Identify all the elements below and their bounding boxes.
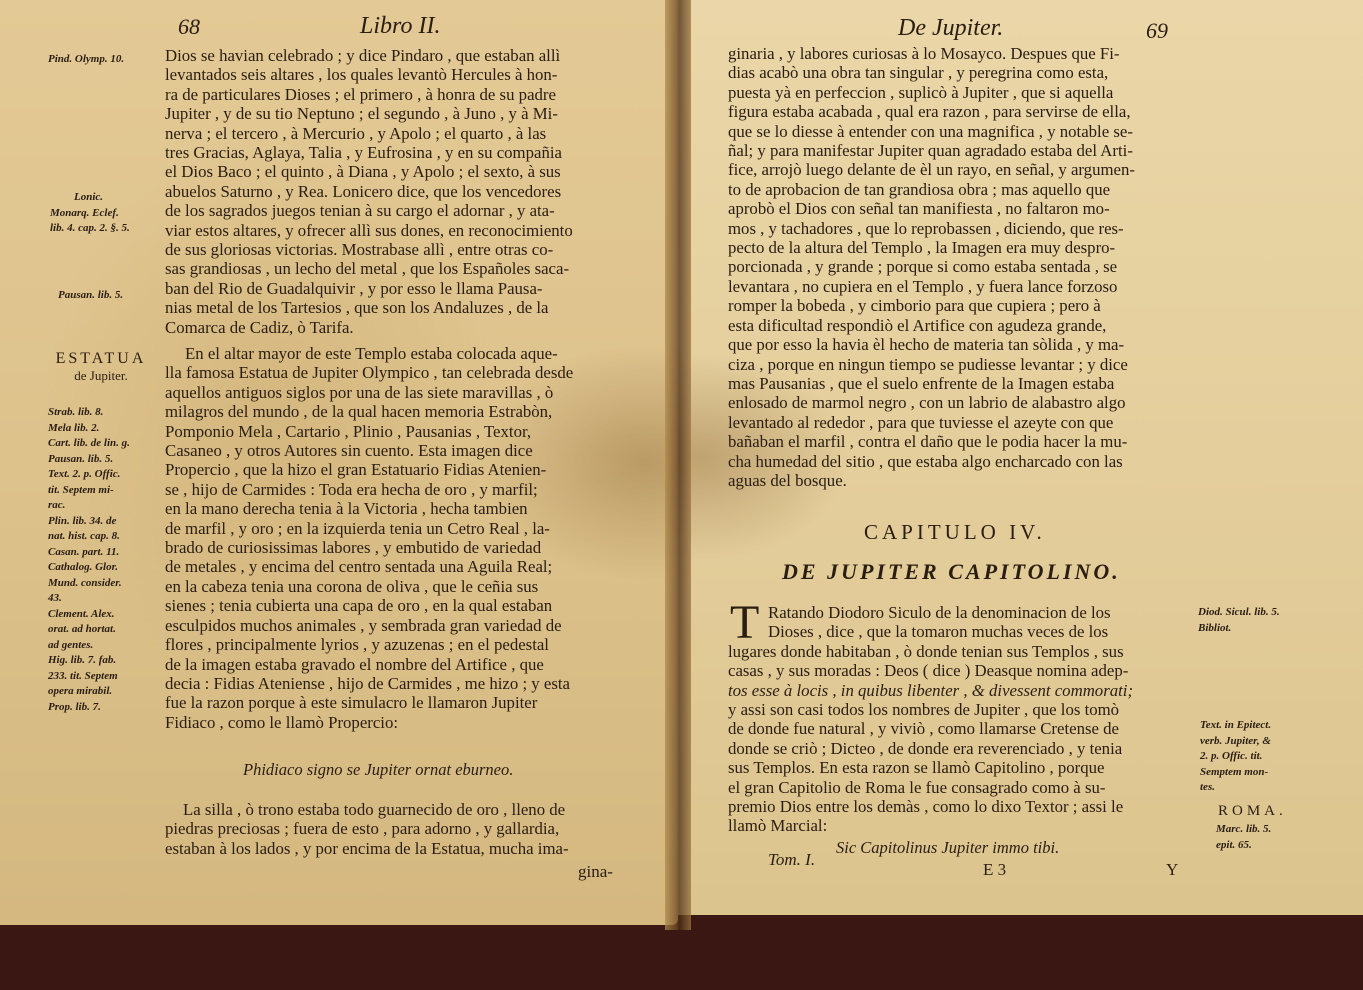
text-line: se , hijo de Carmides : Toda era hecha de oro , y marfil; — [165, 479, 538, 499]
margin-line: ad gentes. — [48, 638, 94, 651]
text-line: en la mano derecha tenia à la Victoria , hecha tambien — [165, 499, 528, 519]
text-line: que se lo diesse à entender con una magnifica , y notable se- — [728, 121, 1133, 141]
margin-line: tit. Septem mi- — [48, 483, 114, 496]
text-line: Dios se havian celebrado ; y dice Pindaro , que estaban allì — [165, 46, 561, 65]
text-line: ban del Rio de Guadalquivir , y por esso le llama Pausa- — [165, 278, 543, 298]
text-line: tos esse à locis , in quibus libenter , & divessent commorati; — [728, 680, 1134, 700]
text-line: estaban à los lados , y por encima de la Estatua, mucha ima- — [165, 838, 569, 858]
text-line: piedras preciosas ; fuera de esto , para adorno , y gallardia, — [165, 819, 560, 839]
left-running-head: Libro II. — [360, 13, 441, 39]
text-line: Pomponio Mela , Cartario , Plinio , Pausanias , Textor, — [165, 421, 532, 441]
margin-line: Marc. lib. 5. — [1216, 823, 1272, 835]
text-line: mos , y tachadores , que lo reprobassen , diciendo, que res- — [728, 218, 1124, 238]
text-line: Fidiaco , como le llamò Propercio: — [165, 712, 399, 732]
text-line: ra de particulares Dioses ; el primero , à honra de su padre — [165, 84, 556, 104]
drop-cap: T — [730, 596, 760, 649]
text-line: en la cabeza tenia una corona de oliva , que le ceñia sus — [165, 576, 539, 596]
text-line: aguas del bosque. — [728, 470, 847, 490]
text-line: figura estaba acabada , qual era razon , para servirse de ella, — [728, 102, 1131, 122]
text-line: lla famosa Estatua de Jupiter Olympico , tan celebrada desde — [165, 363, 574, 383]
left-main-text-b — [165, 344, 630, 732]
text-line: Propercio , que la hizo el gran Estatuario Fidias Atenien- — [165, 460, 547, 480]
text-line: brado de curiosissimas labores , y embutido de variedad — [165, 538, 542, 558]
text-line: milagros del mundo , de la qual hacen memoria Estrabòn, — [165, 402, 553, 422]
margin-line: 43. — [48, 592, 62, 604]
margin-line: Lonic. — [74, 191, 104, 203]
text-line: casas , y sus moradas : Deos ( dice ) Deasque nomina adep- — [728, 661, 1129, 681]
margin-heading-estatua — [46, 350, 156, 384]
text-line: enlosado de marmol negro , con un labrio de alabastro algo — [728, 393, 1126, 413]
margin-note-diodoro — [1198, 605, 1280, 636]
margin-line: Pausan. lib. 5. — [48, 452, 114, 465]
margin-line: 233. tit. Septem — [48, 669, 118, 682]
text-line: Casaneo , y otros Autores sin cuento. Esta imagen dice — [165, 441, 533, 461]
text-line: tres Gracias, Aglaya, Talia , y Eufrosina , y en su compañia — [165, 143, 562, 163]
text-line: llamò Marcial: — [728, 816, 828, 836]
text-line: levantado al rededor , para que tuviesse el azeyte con que — [728, 412, 1114, 432]
margin-line: Bibliot. — [1198, 621, 1232, 634]
text-line: cha humedad del sitio , que estaba algo encharcado con las — [728, 451, 1123, 471]
text-line: sas grandiosas , un lecho del metal , que los Españoles saca- — [165, 259, 570, 279]
text-line: Dioses , dice , que la tomaron muchas veces de los — [768, 622, 1109, 642]
text-line: de sus gloriosas victorias. Mostrabase allì , entre otras co- — [165, 240, 554, 260]
text-line: de metales , y encima del centro sentada una Aguila Real; — [165, 557, 553, 577]
text-line: sienes ; tenia cubierta una capa de oro , en la qual estaban — [165, 596, 553, 616]
left-catchword: gina- — [578, 862, 613, 881]
text-line: levantara , no cupiera en el Templo , y fuera lance forzoso — [728, 276, 1118, 296]
margin-line: Monarq. Eclef. — [50, 206, 119, 219]
right-running-head: De Jupiter. — [898, 15, 1004, 41]
right-catchword: Y — [1166, 860, 1179, 879]
text-line: esta dificultad respondiò el Artifice con agudeza grande, — [728, 315, 1107, 335]
text-line: de marfil , y oro ; en la izquierda tenia un Cetro Real , la- — [165, 518, 550, 538]
margin-line: Clement. Alex. — [48, 607, 115, 620]
margin-line: Strab. lib. 8. — [48, 406, 104, 418]
margin-line: lib. 4. cap. 2. §. 5. — [50, 222, 130, 234]
margin-note-pindaro — [48, 52, 124, 68]
text-line: de donde fue natural , y viviò , como llamarse Cretense de — [728, 719, 1119, 739]
margin-line: Pind. Olymp. 10. — [48, 53, 125, 65]
margin-line: Text. 2. p. Offic. — [48, 468, 121, 480]
margin-line: Hig. lib. 7. fab. — [48, 654, 117, 666]
margin-note-lonicero — [50, 190, 130, 237]
margin-line: Cathalog. Glor. — [48, 561, 118, 573]
book-gutter — [665, 0, 691, 930]
right-main-text-b — [728, 603, 1193, 836]
left-verse-quote: Phidiaco signo se Jupiter ornat eburneo. — [243, 760, 514, 779]
margin-heading-sub: de Jupiter. — [74, 368, 128, 383]
text-line: decia : Fidias Ateniense , hijo de Carmides , me hizo ; y esta — [165, 673, 570, 693]
text-line: puesta yà en perfeccion , suplicò à Jupiter , que si aquella — [728, 82, 1114, 102]
text-line: to de aprobacion de tan grandiosa obra ; mas aquello que — [728, 179, 1111, 199]
text-line: mas Pausanias , que el suelo enfrente de la Imagen estaba — [728, 373, 1115, 393]
text-line: nerva ; el tercero , à Mercurio , y Apolo ; el quarto , à las — [165, 123, 547, 143]
text-line: pecto de la altura del Templo , la Imagen era muy despro- — [728, 238, 1116, 258]
text-line: que por esso la havia èl hecho de materia tan sòlida , y ma- — [728, 335, 1125, 355]
text-line: En el altar mayor de este Templo estaba colocada aque- — [185, 344, 558, 363]
margin-line: verb. Jupiter, & — [1200, 734, 1271, 747]
margin-heading-roma: ROMA. — [1218, 803, 1287, 819]
text-line: Jupiter , y de su tio Neptuno ; el segundo , à Juno , y à Mi- — [165, 104, 558, 124]
margin-note-sources — [48, 405, 130, 715]
margin-note-marcial — [1216, 822, 1271, 853]
margin-line: Mund. consider. — [48, 576, 122, 589]
margin-note-pausanias — [58, 288, 123, 304]
left-main-text-c — [165, 800, 630, 858]
margin-line: Cart. lib. de lin. g. — [48, 437, 130, 449]
margin-line: Plin. lib. 34. de — [48, 514, 117, 527]
margin-line: Semptem mon- — [1200, 765, 1269, 778]
left-page — [0, 0, 678, 925]
text-line: flores , principalmente lyrios , y azuzenas ; en el pedestal — [165, 635, 549, 655]
text-line: lugares donde habitaban , ò donde tenian sus Templos , sus — [728, 641, 1124, 661]
text-line: donde se criò ; Dicteo , de donde era reverenciado , y tenia — [728, 738, 1123, 758]
margin-heading-word: ESTATUA — [55, 350, 147, 367]
text-line: el Dios Baco ; el quinto , à Diana , y Apolo ; el sexto, à sus — [165, 162, 561, 182]
margin-line: Pausan. lib. 5. — [58, 289, 124, 301]
text-line: fue la razon porque à este simulacro le llamaron Jupiter — [165, 693, 538, 713]
right-page — [678, 0, 1363, 915]
chapter-title: DE JUPITER CAPITOLINO. — [782, 559, 1121, 584]
text-line: de los sagrados juegos tenian à su cargo el adornar , y ata- — [165, 201, 555, 221]
chapter-heading: CAPITULO IV. — [864, 520, 1046, 544]
text-line: Comarca de Cadiz, ò Tarifa. — [165, 317, 354, 337]
margin-line: Prop. lib. 7. — [48, 700, 101, 713]
text-line: y assi son casi todos los nombres de Jupiter , que los tomò — [728, 700, 1120, 720]
text-line: La silla , ò trono estaba todo guarnecido de oro , lleno de — [183, 800, 566, 819]
text-line: Ratando Diodoro Siculo de la denominacion de los — [768, 603, 1111, 622]
signature-mark: E 3 — [983, 860, 1007, 879]
right-main-text-a — [728, 44, 1193, 490]
text-line: nias metal de los Tartesios , que son los Andaluzes , de la — [165, 298, 549, 318]
margin-line: Mela lib. 2. — [48, 421, 100, 434]
right-verse-quote: Sic Capitolinus Jupiter immo tibi. — [836, 838, 1060, 857]
text-line: ciza , porque en ningun tiempo se pudiesse levantar ; y dice — [728, 354, 1128, 374]
margin-note-textor — [1200, 718, 1271, 796]
margin-line: nat. hist. cap. 8. — [48, 530, 120, 542]
margin-line: opera mirabil. — [48, 685, 113, 697]
text-line: ginaria , y labores curiosas à lo Mosayco. Despues que Fi- — [728, 44, 1120, 63]
text-line: levantados seis altares , los quales levantò Hercules à hon- — [165, 65, 558, 85]
left-page-number: 68 — [178, 14, 200, 39]
margin-line: 2. p. Offic. tit. — [1200, 750, 1263, 762]
text-line: ñal; y para manifestar Jupiter quan agradado estaba del Arti- — [728, 141, 1133, 161]
text-line: esculpidos muchos animales , y sembrada gran variedad de — [165, 615, 562, 635]
text-line: bañaban el marfil , contra el daño que le podia hacer la mu- — [728, 432, 1128, 452]
text-line: abuelos Saturno , y Rea. Lonicero dice, que los vencedores — [165, 181, 562, 201]
text-line: fice, arrojò luego delante de èl un rayo, en señal, y argumen- — [728, 160, 1135, 180]
margin-line: Diod. Sicul. lib. 5. — [1198, 606, 1280, 618]
text-line: de la imagen estaba gravado el nombre del Artifice , que — [165, 654, 544, 674]
text-line: el gran Capitolio de Roma le fue consagrado como à su- — [728, 777, 1106, 797]
text-line: viar estos altares, y ofrecer allì sus dones, en reconocimiento — [165, 220, 573, 240]
left-main-text-a — [165, 46, 630, 337]
volume-label: Tom. I. — [768, 850, 816, 869]
margin-line: Casan. part. 11. — [48, 545, 120, 558]
margin-line: rac. — [48, 499, 66, 511]
margin-line: tes. — [1200, 781, 1215, 793]
margin-line: orat. ad hortat. — [48, 623, 116, 635]
text-line: porcionada , y grande ; porque si como estaba sentada , se — [728, 257, 1118, 277]
text-line: dias acabò una obra tan singular , y peregrina como esta, — [728, 63, 1109, 83]
text-line: premio Dios entre los demàs , como lo dixo Textor ; assi le — [728, 797, 1124, 817]
text-line: aprobò el Dios con señal tan manifiesta , no faltaron mo- — [728, 199, 1110, 219]
text-line: aquellos antiguos siglos por una de las siete maravillas , ò — [165, 382, 554, 402]
text-line: romper la bobeda , y cimborio para que cupiera ; pero à — [728, 296, 1101, 316]
margin-line: epit. 65. — [1216, 838, 1252, 851]
margin-line: Text. in Epitect. — [1200, 719, 1272, 731]
right-page-number: 69 — [1146, 18, 1168, 43]
text-line: sus Templos. En esta razon se llamò Capitolino , porque — [728, 758, 1105, 778]
